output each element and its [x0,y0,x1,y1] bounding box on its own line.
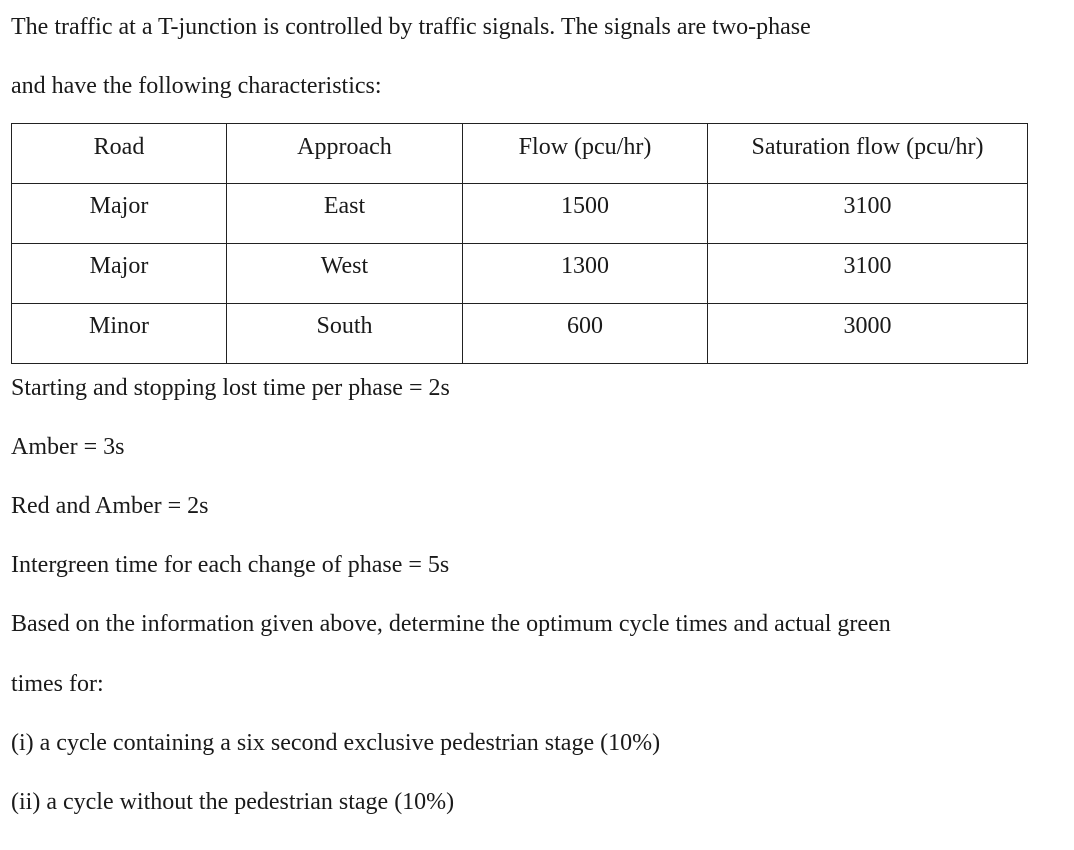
header-approach: Approach [227,124,463,184]
cell-road: Minor [12,304,227,364]
cell-approach: East [227,184,463,244]
cell-saturation-flow: 3100 [708,184,1028,244]
param-red-amber: Red and Amber = 2s [11,493,209,519]
cell-road: Major [12,244,227,304]
intro-line-1: The traffic at a T-junction is controlled by traffic signals. The signals are two-phase [11,14,811,40]
param-amber: Amber = 3s [11,434,125,460]
param-lost-time: Starting and stopping lost time per phase = 2s [11,375,450,401]
table-header-row [12,124,1028,184]
question-line-1: Based on the information given above, determine the optimum cycle times and actual green [11,611,891,637]
cell-approach: South [227,304,463,364]
cell-saturation-flow: 3000 [708,304,1028,364]
cell-flow: 1300 [463,244,708,304]
cell-flow: 1500 [463,184,708,244]
table-row [12,304,1028,364]
header-flow: Flow (pcu/hr) [463,124,708,184]
cell-approach: West [227,244,463,304]
intro-line-2: and have the following characteristics: [11,73,382,99]
question-line-2: times for: [11,671,104,697]
header-saturation-flow: Saturation flow (pcu/hr) [708,124,1028,184]
question-part-ii: (ii) a cycle without the pedestrian stage (10%) [11,789,455,815]
question-part-i: (i) a cycle containing a six second exclusive pedestrian stage (10%) [11,730,661,756]
characteristics-table [11,123,1028,364]
cell-road: Major [12,184,227,244]
header-road: Road [12,124,227,184]
cell-saturation-flow: 3100 [708,244,1028,304]
param-intergreen: Intergreen time for each change of phase = 5s [11,552,450,578]
cell-flow: 600 [463,304,708,364]
table-row [12,244,1028,304]
table-row [12,184,1028,244]
